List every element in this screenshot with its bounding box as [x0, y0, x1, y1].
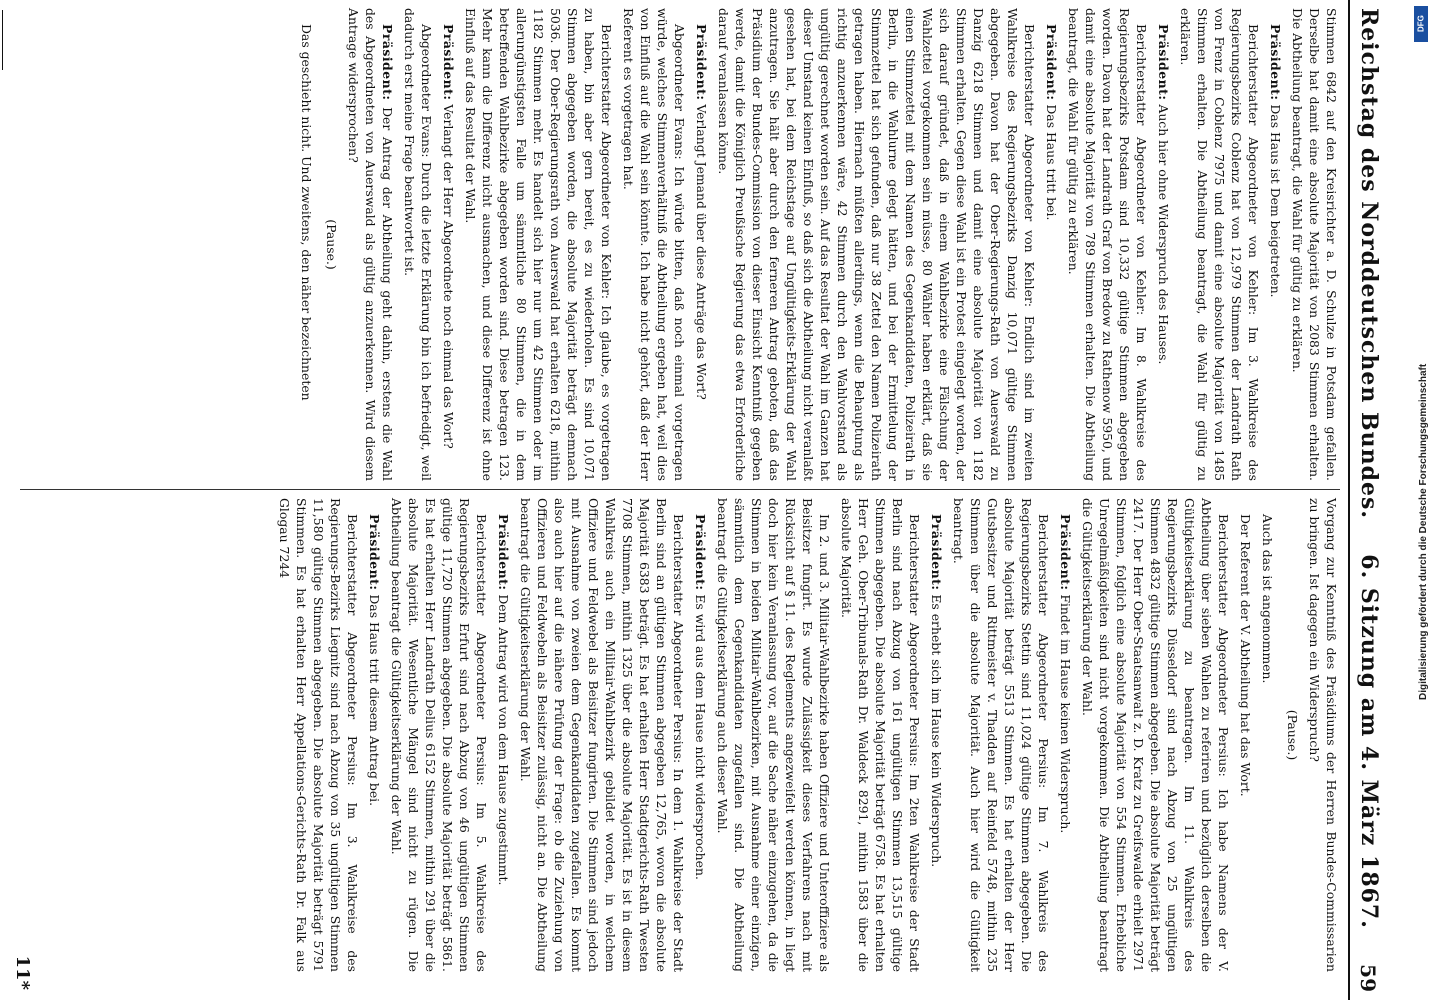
speaker-text: Findet im Hause keinen Widerspruch. [1058, 594, 1073, 834]
paragraph: Im 2. und 3. Militair-Wahlbezirke haben Offiziere und Unteroffiziere als Beisitzer fungirt. Es wurde Zulässigkeit dieses Verfahrens nach mit Rücksicht auf § 11. des Reglements angezweifelt werden können, in liegt doch hier kein Veranlassung vor, auf die Sache näher einzugehen, da die Stimmen in beiden Militair-Wahlbezirken, mit Ausnahme einer einzigen, sämmtlich dem Gegenkandidaten zugefallen sind. Die Abtheilung beantragt die Gültigkeitserklärung auch dieser Wahl. [715, 498, 832, 972]
signature-mark: 11* [12, 955, 33, 990]
paragraph: Das geschieht nicht. Und zweitens, den näher bezeichneten [299, 24, 314, 401]
paragraph: Der Referent der V. Abtheilung hat das Wort. [1238, 514, 1253, 797]
speaker-name: Präsident: [441, 24, 456, 101]
speaker-paragraph [345, 8, 396, 481]
right-column [20, 490, 1340, 980]
paragraph: Abgeordneter Evans: Durch die letzte Erklärung bin ich befriedigt, weil dadurch erst meine Frage beantwortet ist. [402, 8, 434, 481]
text-columns [20, 0, 1340, 1000]
speaker-text: Der Antrag der Abtheilung geht dahin, erstens die Wahl des Abgeordneten von Auerswald als gültig anzuerkennen. Wird diesem Antrage widersprochen? [346, 8, 395, 481]
paragraph: Berichterstatter Abgeordneter von Kehler: Im 3. Wahlkreise des Regierungsbezirks Coblenz hat von 12,979 Stimmen der Landrath Rath von Frenz in Coblenz 7975 und damit eine absolute Majorität von 1485 Stimmen erhalten. Die Abtheilung beantragt, die Wahl für gültig zu erklären. [1178, 8, 1261, 481]
speaker-paragraph [1155, 8, 1172, 481]
speaker-paragraph [1267, 8, 1284, 481]
speaker-paragraph [928, 498, 945, 972]
speaker-name: Präsident: [380, 24, 395, 101]
speaker-paragraph [440, 8, 457, 481]
pause-note: (Pause.) [324, 219, 339, 270]
speaker-paragraph [1057, 498, 1074, 972]
paragraph: Auch das ist angenommen. [1260, 514, 1275, 684]
paragraph: Berichterstatter Abgeordneter Persius: Im 5. Wahlkreise des Regierungsbezirks Erfurt sind nach Abzug von 46 ungültigen Stimmen gültige 11,720 Stimmen abgegeben. Die absolute Majorität beträgt 5861. Es hat erhalten Herr Landrath Delius 6152 Stimmen, mithin 291 über die absolute Majorität. Wesentliche Mängel sind nicht zu rügen. Die Abtheilung beantragt die Gültigkeitserklärung der Wahl. [389, 498, 489, 972]
paragraph: Berichterstatter Abgeordneter Persius: In dem 1. Wahlkreise der Stadt Berlin sind an gültigen Stimmen abgegeben 12,765, wovon die absolute Majorität 6383 beträgt. Es hat erhalten Herr Stadtgerichts-Rath Twesten 7708 Stimmen, mithin 1325 über die absolute Majorität. Es ist in diesem Wahlkreis auch ein Militair-Wahlbezirk gebildet worden, in welchem Offiziere und Feldwebel als Beisitzer fungirten. Die Stimmen sind jedoch mit Ausnahme von zweien dem Gegenkandidaten zugefallen. Es kommt also auch hier auf die nähere Prüfung der Frage: ob die Zuziehung von Offizieren und Feldwebeln als Beisitzer zulässig, nicht an. Die Abtheilung beantragt die Gültigkeitserklärung der Wahl. [518, 498, 686, 972]
page-number: 59 [1356, 964, 1380, 992]
speaker-paragraph [1043, 8, 1060, 481]
speaker-text: Das Haus tritt diesem Antrag bei. [367, 594, 382, 807]
margin-rule [2, 10, 3, 70]
speaker-paragraph [692, 498, 709, 972]
paragraph: Berichterstatter Abgeordneter Persius: Im 3. Wahlkreise des Regierungs-Bezirks Liegnitz sind nach Abzug von 35 ungültigen Stimmen 11,580 gültige Stimmen abgegeben. Die absolute Majorität beträgt 5791 Stimmen. Es hat erhalten Herr Appellations-Gerichts-Rath Dr. Falk aus Glogau 7244 [277, 498, 360, 972]
speaker-text: Auch hier ohne Widerspruch des Hauses. [1156, 104, 1171, 365]
paragraph: Berichterstatter Abgeordneter von Kehler: Im 8. Wahlkreise des Regierungsbezirks Potsdam sind 10,332 gültige Stimmen abgegeben worden. Davon hat der Landrath Graf von Bredow zu Rathenow 5950, und damit eine absolute Majorität von 789 Stimmen erhalten. Die Abtheilung beantragt, die Wahl für gültig zu erklären. [1066, 8, 1149, 481]
speaker-name: Präsident: [694, 24, 709, 101]
speaker-name: Präsident: [929, 514, 944, 591]
dfg-logo: DFG [1414, 6, 1428, 42]
paragraph: Berichterstatter Abgeordneter von Kehler: Ich glaube, es vorgetragen zu haben, bin aber gern bereit, es zu wiederholen. Es sind 10,071 Stimmen abgegeben worden, die absolute Majorität beträgt demnach 5036. Der Ober-Regierungsrath von Auerswald hat erhalten 6218, mithin 1182 Stimmen mehr. Es handelt sich hier nur um 42 Stimmen oder im allerungünstigsten Falle um sämmtliche 80 Stimmen, die in dem betreffenden Wahlbezirke abgegeben worden sind. Diese betragen 123. Mehr kann die Differenz nicht ausmachen, und diese Differenz ist ohne Einfluß auf das Resultat der Wahl. [463, 8, 614, 481]
paragraph: Abgeordneter Evans: Ich würde bitten, daß noch einmal vorgetragen würde, welches Stimmenverhältniß die Abtheilung ergeben hat, weil dies von Einfluß auf die Wahl sein könnte. Ich habe nicht gehört, daß der Herr Referent es vorgetragen hat. [621, 8, 687, 481]
speaker-name: Präsident: [1268, 24, 1283, 101]
speaker-text: Es erhebt sich im Hause kein Widerspruch. [929, 594, 944, 868]
document-page [12, 0, 1392, 1000]
speaker-text: Verlangt Jemand über diese Anträge das Wort? [694, 104, 709, 400]
speaker-name: Präsident: [1044, 24, 1059, 101]
speaker-text: Verlangt der Herr Abgeordnete noch einmal das Wort? [441, 104, 456, 449]
digitization-note: Digitalisierung gefördert durch die Deutsche Forschungsgemeinschaft [1418, 363, 1429, 700]
speaker-text: Das Haus tritt bei. [1044, 104, 1059, 221]
speaker-name: Präsident: [1058, 514, 1073, 591]
speaker-name: Präsident: [367, 514, 382, 591]
speaker-paragraph [366, 498, 383, 972]
speaker-name: Präsident: [693, 514, 708, 591]
speaker-text: Dem Antrag wird von dem Hause zugestimmt. [496, 594, 511, 886]
speaker-name: Präsident: [1156, 24, 1171, 101]
paragraph: Berichterstatter Abgeordneter von Kehler: Endlich sind im zweiten Wahlkreise des Regierungsbezirks Danzig 10,071 gültige Stimmen abgegeben. Davon hat der Ober-Regierungs-Rath von Auerswald zu Danzig 6218 Stimmen und damit eine absolute Majorität von 1182 Stimmen erhalten. Gegen diese Wahl ist ein Protest eingelegt worden, der sich darauf gründet, daß in einem Wahlbezirke eine Fälschung der Wahlzettel vorgekommen sein müsse, 80 Wähler haben erklärt, daß sie einen Stimmzettel mit dem Namen des Gegenkandidaten, Polizeirath in Berlin, in die Wahlurne gelegt hätten, und bei der Ermittelung der Stimmzettel hat sich gefunden, daß nur 38 Zettel den Namen Polizeirath getragen haben. Hiernach müßten allerdings, wenn die Behauptung als richtig anzuerkennen wäre, 42 Stimmen durch den Wahlvorstand als ungültig gerechnet worden sein. Auf das Resultat der Wahl im Ganzen hat dieser Umstand keinen Einfluß, so daß sich die Abtheilung nicht veranlaßt gesehen hat, bei dem Reichstage auf Ungültigkeits-Erklärung der Wahl anzutragen. Sie hält aber durch den ferneren Antrag geboten, daß das Präsidium der Bundes-Commission von dieser Einsicht Kenntniß gegeben werde, damit die Königlich Preußische Regierung das etwa Erforderliche darauf veranlassen könne. [716, 8, 1037, 481]
page-header [1348, 0, 1392, 1000]
speaker-paragraph [495, 498, 512, 972]
speaker-paragraph [693, 8, 710, 481]
header-right-title: 6. Sitzung am 4. März 1867. [1356, 554, 1382, 929]
left-column [20, 0, 1340, 490]
header-left-title: Reichstag des Norddeutschen Bundes. [1356, 8, 1382, 520]
speaker-name: Präsident: [496, 514, 511, 591]
paragraph: Stimmen 6842 auf den Kreisrichter a. D. Schulze in Potsdam gefallen. Derselbe hat damit eine absolute Majorität von 2083 Stimmen erhalten. Die Abtheilung beantragt, die Wahl für gültig zu erklären. [1290, 8, 1339, 481]
pause-note: (Pause.) [1285, 709, 1300, 761]
paragraph: Berichterstatter Abgeordneter Persius: Im 2ten Wahlkreise der Stadt Berlin sind nach Abzug von 161 ungültigen Stimmen 13,515 gültige Stimmen abgegeben. Die absolute Majorität beträgt 6758. Es hat erhalten Herr Geh. Ober-Tribunals-Rath Dr. Waldeck 8291, mithin 1583 über die absolute Majorität. [839, 498, 922, 972]
speaker-text: Das Haus ist Dem beigetreten. [1268, 104, 1283, 298]
paragraph: Berichterstatter Abgeordneter Persius: Ich habe Namens der V. Abtheilung über sieben Wahlen zu referiren und bezüglich derselben die Gültigkeitserklärung zu beantragen. Im 11. Wahlkreis des Regierungsbezirks Düsseldorf sind nach Abzug von 25 ungültigen Stimmen 4832 gültige Stimmen abgegeben. Die absolute Majorität beträgt 2417. Der Herr Ober-Staatsanwalt z. D. Kratz zu Greifswalde erhielt 2971 Stimmen, folglich eine absolute Majorität von 554 Stimmen. Erhebliche Unregelmäßigkeiten sind nicht vorgekommen. Die Abtheilung beantragt die Gültigkeitserklärung der Wahl. [1080, 498, 1231, 972]
paragraph: Vorgang zur Kenntniß des Präsidiums der Herren Bundes-Commissarien zu bringen. Ist dagegen ein Widerspruch? [1307, 498, 1339, 972]
speaker-text: Es wird aus dem Hause nicht widersprochen. [693, 594, 708, 880]
paragraph: Berichterstatter Abgeordneter Persius: Im 7. Wahlkreis des Regierungsbezirks Stettin sind 11,024 gültige Stimmen abgegeben. Die absolute Majorität beträgt 5513 Stimmen. Es hat erhalten der Herr Gutsbesitzer und Rittmeister v. Thadden auf Reinfeld 5748, mithin 235 Stimmen über die absolute Majorität. Auch hier wird die Gültigkeit beantragt. [951, 498, 1051, 972]
